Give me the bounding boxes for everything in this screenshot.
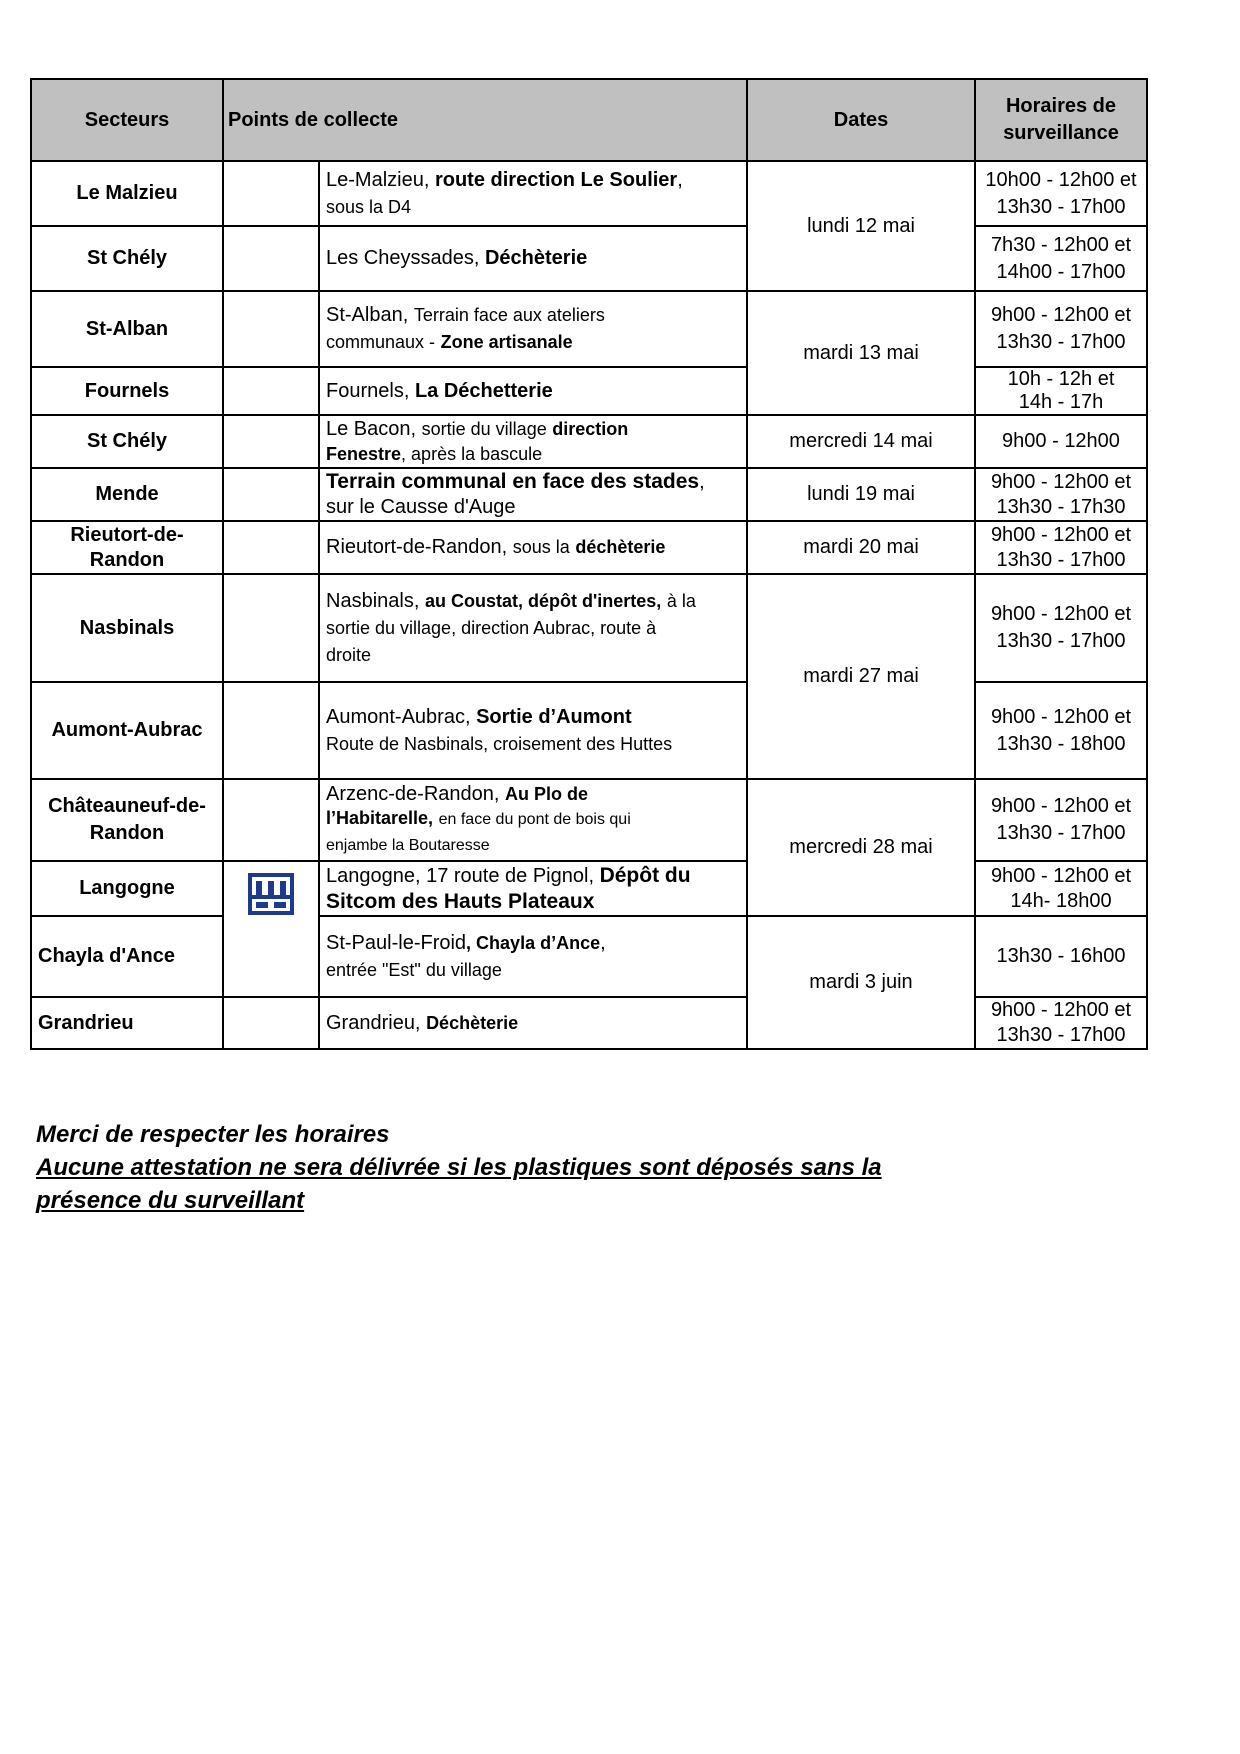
collection-point-cell: St-Alban, Terrain face aux ateliers communaux - Zone artisanale — [319, 291, 747, 367]
sector-cell: Fournels — [31, 367, 223, 415]
hours-cell: 13h30 - 16h00 — [975, 916, 1147, 997]
table-row — [31, 682, 1147, 779]
sector-cell: Aumont-Aubrac — [31, 682, 223, 779]
header-dates: Dates — [747, 79, 975, 161]
collection-point-cell: Arzenc-de-Randon, Au Plo de l’Habitarelle, en face du pont de bois qui enjambe la Boutaresse — [319, 779, 747, 861]
sector-cell: St-Alban — [31, 291, 223, 367]
table-row — [31, 291, 1147, 367]
footer-line-3: présence du surveillant — [36, 1187, 305, 1214]
footer-line-1: Merci de respecter les horaires — [36, 1121, 390, 1148]
sector-cell: Chayla d'Ance — [31, 916, 223, 997]
collection-point-cell: Grandrieu, Déchèterie — [319, 997, 747, 1049]
msa-logo-icon — [247, 872, 295, 916]
hours-cell: 9h00 - 12h00 et 13h30 - 17h00 — [975, 291, 1147, 367]
sector-cell: Nasbinals — [31, 574, 223, 682]
date-cell: lundi 19 mai — [747, 468, 975, 521]
date-cell: lundi 12 mai — [747, 161, 975, 291]
logo-cell-empty — [223, 161, 319, 226]
date-cell: mardi 27 mai — [747, 574, 975, 779]
collection-point-cell: Le-Malzieu, route direction Le Soulier, sous la D4 — [319, 161, 747, 226]
logo-cell — [223, 861, 319, 997]
collection-point-cell: Fournels, La Déchetterie — [319, 367, 747, 415]
sector-cell: Mende — [31, 468, 223, 521]
hours-cell: 9h00 - 12h00 — [975, 415, 1147, 468]
logo-cell-empty — [223, 682, 319, 779]
sector-cell: St Chély — [31, 226, 223, 291]
hours-cell: 9h00 - 12h00 et 13h30 - 17h00 — [975, 997, 1147, 1049]
table-row — [31, 997, 1147, 1049]
hours-cell: 9h00 - 12h00 et 14h- 18h00 — [975, 861, 1147, 916]
sector-cell: Langogne — [31, 861, 223, 916]
header-horaires: Horaires de surveillance — [975, 79, 1147, 161]
sector-cell: Rieutort-de-Randon — [31, 521, 223, 574]
footer-notice — [36, 1118, 882, 1217]
collection-point-cell: Les Cheyssades, Déchèterie — [319, 226, 747, 291]
sector-cell: St Chély — [31, 415, 223, 468]
hours-cell: 10h00 - 12h00 et 13h30 - 17h00 — [975, 161, 1147, 226]
date-cell: mardi 20 mai — [747, 521, 975, 574]
collection-point-cell: St-Paul-le-Froid, Chayla d’Ance, entrée "Est" du village — [319, 916, 747, 997]
table-row — [31, 468, 1147, 521]
table-row — [31, 226, 1147, 291]
header-points: Points de collecte — [223, 79, 747, 161]
hours-cell: 9h00 - 12h00 et 13h30 - 17h00 — [975, 779, 1147, 861]
hours-cell: 9h00 - 12h00 et 13h30 - 17h00 — [975, 521, 1147, 574]
date-cell: mercredi 28 mai — [747, 779, 975, 916]
table-row — [31, 574, 1147, 682]
table-row — [31, 367, 1147, 415]
hours-cell: 9h00 - 12h00 et 13h30 - 17h00 — [975, 574, 1147, 682]
footer-line-2: Aucune attestation ne sera délivrée si les plastiques sont déposés sans la — [36, 1154, 882, 1181]
collection-point-cell: Langogne, 17 route de Pignol, Dépôt du Sitcom des Hauts Plateaux — [319, 861, 747, 916]
table-row — [31, 521, 1147, 574]
logo-cell-empty — [223, 468, 319, 521]
logo-cell-empty — [223, 226, 319, 291]
collection-point-cell: Aumont-Aubrac, Sortie d’Aumont Route de Nasbinals, croisement des Huttes — [319, 682, 747, 779]
hours-cell: 9h00 - 12h00 et 13h30 - 17h30 — [975, 468, 1147, 521]
sector-cell: Le Malzieu — [31, 161, 223, 226]
hours-cell: 9h00 - 12h00 et 13h30 - 18h00 — [975, 682, 1147, 779]
logo-cell-empty — [223, 367, 319, 415]
table-row — [31, 161, 1147, 226]
hours-cell: 7h30 - 12h00 et 14h00 - 17h00 — [975, 226, 1147, 291]
logo-cell-empty — [223, 779, 319, 861]
collection-point-cell: Terrain communal en face des stades, sur le Causse d'Auge — [319, 468, 747, 521]
logo-cell-empty — [223, 415, 319, 468]
logo-cell-empty — [223, 997, 319, 1049]
collection-point-cell: Rieutort-de-Randon, sous la déchèterie — [319, 521, 747, 574]
logo-cell-empty — [223, 574, 319, 682]
table-row — [31, 415, 1147, 468]
sector-cell: Châteauneuf-de-Randon — [31, 779, 223, 861]
collection-point-cell: Nasbinals, au Coustat, dépôt d'inertes, à la sortie du village, direction Aubrac, route à droite — [319, 574, 747, 682]
table-row — [31, 916, 1147, 997]
table-row — [31, 861, 1147, 916]
collection-point-cell: Le Bacon, sortie du village direction Fenestre, après la bascule — [319, 415, 747, 468]
date-cell: mercredi 14 mai — [747, 415, 975, 468]
date-cell: mardi 3 juin — [747, 916, 975, 1049]
logo-cell-empty — [223, 291, 319, 367]
collection-schedule-table — [30, 78, 1148, 1050]
logo-cell-empty — [223, 521, 319, 574]
table-header-row — [31, 79, 1147, 161]
hours-cell: 10h - 12h et 14h - 17h — [975, 367, 1147, 415]
sector-cell: Grandrieu — [31, 997, 223, 1049]
header-secteurs: Secteurs — [31, 79, 223, 161]
table-row — [31, 779, 1147, 861]
date-cell: mardi 13 mai — [747, 291, 975, 415]
